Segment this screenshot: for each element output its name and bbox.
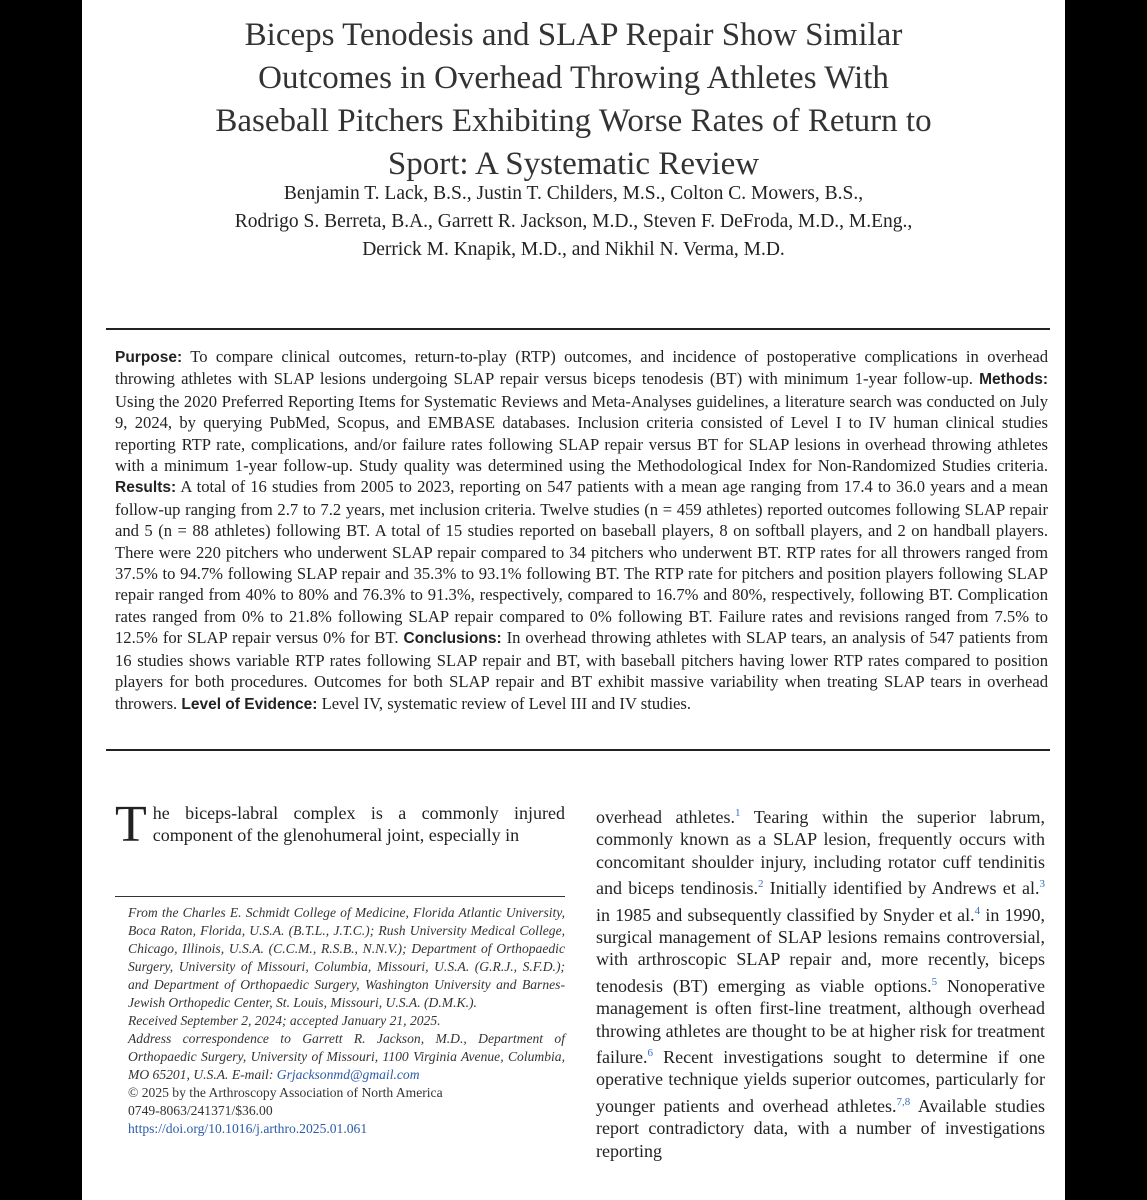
citation-ref[interactable]: 3	[1039, 878, 1045, 891]
body-text: Initially identified by Andrews et al.	[763, 878, 1040, 899]
citation-ref[interactable]: 2	[758, 878, 764, 891]
body-text: Tearing within the superior labrum, commonly known as a SLAP lesion, frequently occurs with concomitant shoulder injury, including rotator cuff tendinitis and biceps tendinosis.	[596, 807, 1046, 899]
purpose-text: To compare clinical outcomes, return-to-play (RTP) outcomes, and incidence of postoperative complications in overhead throwing athletes with SLAP lesions undergoing SLAP repair versus biceps tenodesis (BT) with minimum 1-year follow-up.	[115, 347, 1048, 389]
address-text: Address correspondence to Garrett R. Jackson, M.D., Department of Orthopaedic Surgery, University of Missouri, 1100 Virginia Avenue, Columbia, MO 65201, U.S.A. E-mail:	[128, 1031, 565, 1082]
article-footnotes	[128, 904, 565, 1138]
citation-ref[interactable]: 5	[931, 975, 938, 988]
author-line: Derrick M. Knapik, M.D., and Nikhil N. Verma, M.D.	[362, 239, 785, 260]
article-page	[82, 0, 1065, 1200]
abstract-top-rule	[106, 328, 1050, 330]
author-line: Benjamin T. Lack, B.S., Justin T. Childers, M.S., Colton C. Mowers, B.S.,	[283, 183, 864, 204]
body-text: Recent investigations sought to determine if one operative technique yields superior outcomes, particularly for younger patients and overhead athletes.	[596, 1047, 1045, 1116]
intro-text: he biceps-labral complex is a commonly injured component of the glenohumeral joint, especially in	[152, 803, 565, 845]
conclusions-label: Conclusions:	[403, 630, 502, 648]
body-left-column	[115, 796, 565, 853]
citation-ref[interactable]: 1	[734, 807, 741, 819]
affiliations-note: From the Charles E. Schmidt College of Medicine, Florida Atlantic University, Boca Raton, Florida, U.S.A. (B.T.L., J.T.C.); Rush University Medical College, Chicago, Illinois, U.S.A. (C.C.M., R.S.B., N.N.V.); Department of Orthopaedic Surgery, University of Missouri, Columbia, Missouri, U.S.A. (G.R.J., S.F.D.); and Department of Orthopaedic Surgery, Washington University and Barnes-Jewish Orthopedic Center, St. Louis, Missouri, U.S.A. (D.M.K.).	[128, 905, 565, 1010]
copyright-note: © 2025 by the Arthroscopy Association of North America	[128, 1085, 443, 1100]
conclusions-text: In overhead throwing athletes with SLAP tears, an analysis of 547 patients from 16 studies shows variable RTP rates following SLAP repair and BT, with baseball pitchers having lower RTP rates compared to position players for both procedures. Outcomes for both SLAP repair and BT exhibit massive variability when treating SLAP tears in overhead throwers.	[115, 628, 1048, 713]
title-line: Biceps Tenodesis and SLAP Repair Show Similar	[244, 17, 903, 53]
citation-ref[interactable]: 7,8	[896, 1095, 911, 1108]
abstract	[115, 346, 1048, 715]
footnote-rule	[115, 896, 565, 897]
body-text: Available studies report contradictory data, with a number of investigations reporting	[596, 1095, 1045, 1161]
results-text: A total of 16 studies from 2005 to 2023, reporting on 547 patients with a mean age ranging from 17.4 to 36.0 years and a mean follow-up ranging from 2.7 to 7.2 years, met inclusion criteria. Twelve studies (n = 459 athletes) reported outcomes following SLAP repair and 5 (n = 88 athletes) following BT. A total of 15 studies reported on baseball players, 8 on softball players, and 2 on handball players. There were 220 pitchers who underwent SLAP repair compared to 34 pitchers who underwent BT. RTP rates for all throwers ranged from 37.5% to 94.7% following SLAP repair and 35.3% to 93.1% following BT. The RTP rate for pitchers and position players following SLAP repair ranged from 40% to 80% and 76.3% to 91.3%, respectively, compared to 16.7% and 80%, respectively, following BT. Complication rates ranged from 0% to 21.8% following SLAP repair compared to 0% following BT. Failure rates and revisions ranged from 7.5% to 12.5% for SLAP repair versus 0% for BT.	[115, 477, 1048, 648]
issn-note: 0749-8063/241371/$36.00	[128, 1103, 273, 1118]
body-text: in 1990, surgical management of SLAP lesions remains controversial, with arthroscopic SLAP repair and, more recently, biceps tenodesis (BT) emerging as viable options.	[596, 904, 1045, 996]
title-line: Outcomes in Overhead Throwing Athletes With	[258, 60, 889, 96]
citation-ref[interactable]: 4	[974, 904, 981, 917]
methods-label: Methods:	[979, 371, 1048, 389]
purpose-label: Purpose:	[115, 349, 183, 366]
level-of-evidence-label: Level of Evidence:	[181, 695, 318, 713]
body-text: Nonoperative management is often first-line treatment, although overhead throwing athletes are thought to be at higher risk for treatment failure.	[596, 975, 1045, 1068]
body-text: overhead athletes.	[596, 807, 735, 827]
level-of-evidence-text: Level IV, systematic review of Level III and IV studies.	[317, 693, 692, 713]
doi-link[interactable]: https://doi.org/10.1016/j.arthro.2025.01.061	[128, 1121, 368, 1136]
article-title	[82, 14, 1065, 186]
methods-text: Using the 2020 Preferred Reporting Items for Systematic Reviews and Meta-Analyses guidelines, a literature search was conducted on July 9, 2024, by querying PubMed, Scopus, and EMBASE databases. Inclusion criteria consisted of Level I to IV human clinical studies reporting RTP rate, complications, and/or failure rates following SLAP repair versus BT for SLAP lesions in overhead throwing athletes with a minimum 1-year follow-up. Study quality was determined using the Methodological Index for Non-Randomized Studies criteria.	[115, 391, 1048, 476]
title-line: Sport: A Systematic Review	[387, 146, 760, 182]
doi-note	[128, 1120, 565, 1138]
body-right-column	[596, 802, 1045, 1162]
drop-cap: T	[115, 796, 147, 853]
author-line: Rodrigo S. Berreta, B.A., Garrett R. Jackson, M.D., Steven F. DeFroda, M.D., M.Eng.,	[234, 211, 913, 232]
received-note: Received September 2, 2024; accepted January 21, 2025.	[128, 1013, 441, 1028]
body-text: in 1985 and subsequently classified by Snyder et al.	[596, 904, 975, 925]
abstract-bottom-rule	[106, 749, 1050, 751]
author-list	[82, 180, 1065, 264]
title-line: Baseball Pitchers Exhibiting Worse Rates of Return to	[215, 103, 932, 139]
results-label: Results:	[115, 479, 177, 497]
correspondence-note	[128, 1030, 565, 1084]
email-link[interactable]: Grjacksonmd@gmail.com	[276, 1067, 420, 1082]
citation-ref[interactable]: 6	[647, 1047, 653, 1060]
